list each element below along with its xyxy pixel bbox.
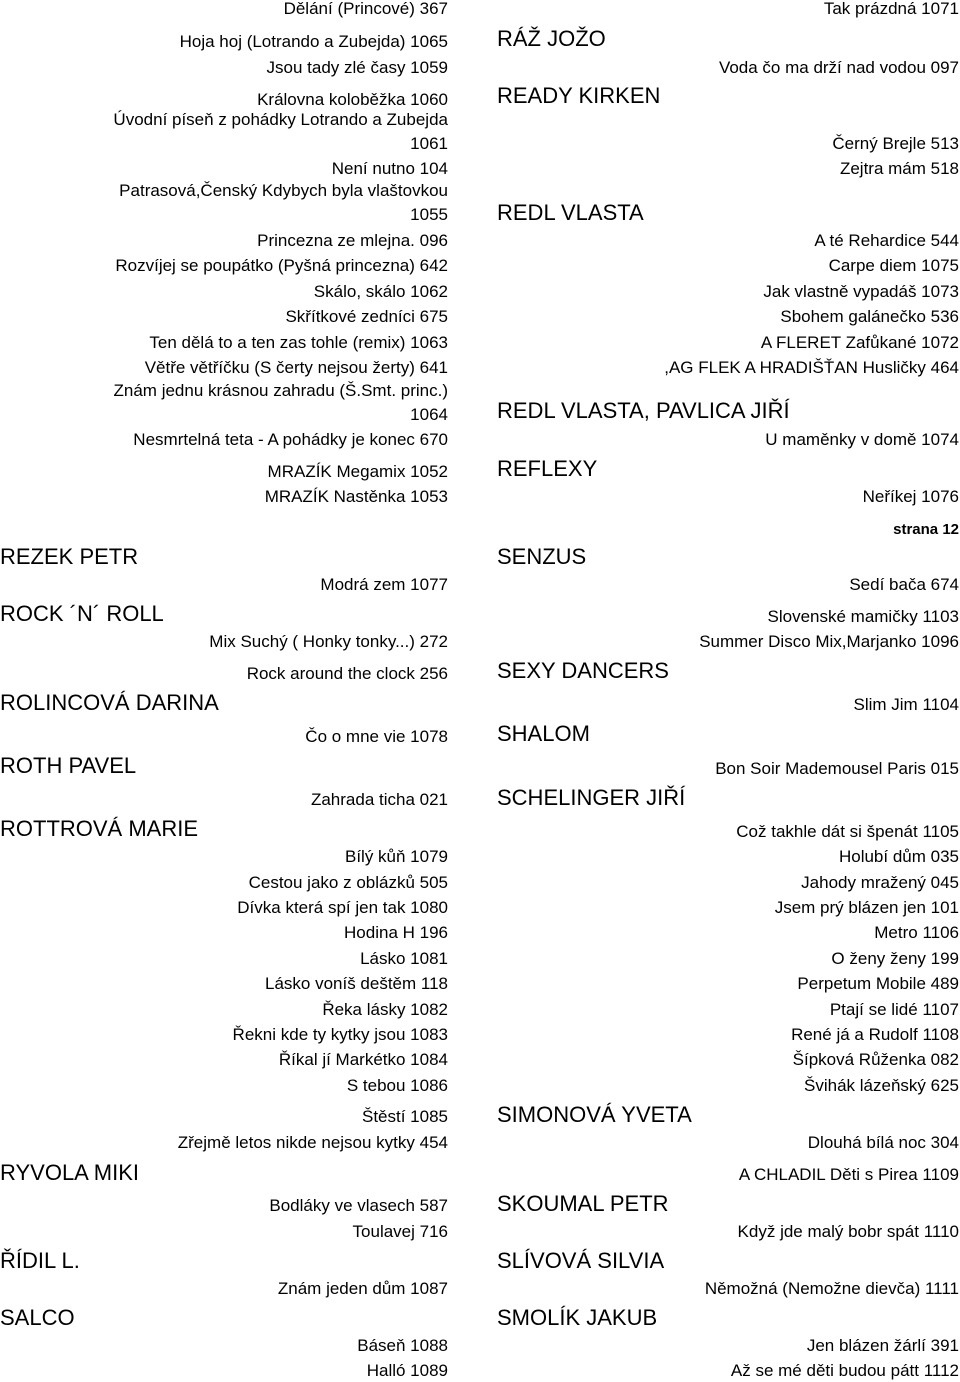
artist-heading: SCHELINGER JIŘÍ [497,785,686,810]
song-entry: Mix Suchý ( Honky tonky...) 272 [209,632,448,651]
song-entry: Halló 1089 [366,1361,448,1380]
song-entry: Dlouhá bílá noc 304 [807,1133,959,1152]
song-entry: Švihák lázeňský 625 [804,1076,959,1095]
song-entry: ,AG FLEK A HRADIŠŤAN Husličky 464 [664,358,959,377]
song-entry: Když jde malý bobr spát 1110 [737,1222,959,1241]
song-entry: MRAZÍK Megamix 1052 [267,462,448,481]
song-entry: 1064 [410,405,448,424]
song-entry: Neříkej 1076 [862,487,959,506]
song-entry: Hoja hoj (Lotrando a Zubejda) 1065 [179,32,448,51]
song-entry: 1061 [410,134,448,153]
song-entry: Zejtra mám 518 [839,159,959,178]
artist-heading: SLÍVOVÁ SILVIA [497,1248,665,1273]
song-entry: Jahody mražený 045 [801,873,959,892]
song-entry: Ten dělá to a ten zas tohle (remix) 1063 [149,333,448,352]
artist-heading: RÁŽ JOŽO [497,26,606,51]
song-entry: Větře větříčku (S čerty nejsou žerty) 641 [144,358,448,377]
page-number: strana 12 [893,521,959,538]
artist-heading: SIMONOVÁ YVETA [497,1102,692,1127]
artist-heading: SKOUMAL PETR [497,1191,669,1216]
artist-heading: ROLINCOVÁ DARINA [0,690,219,715]
song-entry: Černý Brejle 513 [832,134,959,153]
song-entry: Toulavej 716 [352,1222,448,1241]
song-entry: Metro 1106 [874,923,959,942]
song-entry: Až se mé děti budou pátt 1112 [730,1361,959,1380]
song-entry: Bílý kůň 1079 [344,847,448,866]
artist-heading: REDL VLASTA, PAVLICA JIŘÍ [497,398,790,423]
song-entry: Báseň 1088 [357,1336,448,1355]
artist-heading: REFLEXY [497,456,598,481]
song-entry: Ptají se lidé 1107 [829,1000,959,1019]
song-entry: Summer Disco Mix,Marjanko 1096 [699,632,959,651]
song-entry: Řeka lásky 1082 [322,1000,448,1019]
song-entry: Bodláky ve vlasech 587 [269,1196,448,1215]
artist-heading: SALCO [0,1305,75,1330]
song-entry: Což takhle dát si špenát 1105 [736,822,959,841]
artist-heading: SHALOM [497,721,590,746]
song-entry: Čo o mne vie 1078 [305,727,448,746]
song-entry: O ženy ženy 199 [831,949,959,968]
song-entry: Perpetum Mobile 489 [797,974,959,993]
song-entry: Skálo, skálo 1062 [313,282,448,301]
song-entry: Jak vlastně vypadáš 1073 [763,282,959,301]
song-entry: Jsem prý blázen jen 101 [774,898,959,917]
song-entry: U maměnky v domě 1074 [765,430,959,449]
song-entry: Královna koloběžka 1060 [257,90,448,109]
song-entry: Jen blázen žárlí 391 [806,1336,959,1355]
song-entry: Zřejmě letos nikde nejsou kytky 454 [177,1133,448,1152]
artist-heading: REZEK PETR [0,544,139,569]
song-entry: Sedí bača 674 [849,575,959,594]
artist-heading: READY KIRKEN [497,83,661,108]
song-entry: Zahrada ticha 021 [310,790,448,809]
song-entry: Znám jeden dům 1087 [277,1279,448,1298]
artist-heading: ROCK ´N´ ROLL [0,601,164,626]
song-entry: Rock around the clock 256 [246,664,448,683]
right-column [497,0,960,1382]
song-entry: Princezna ze mlejna. 096 [257,231,448,250]
song-entry: Lásko 1081 [360,949,448,968]
song-entry: Lásko voníš deštěm 118 [264,974,448,993]
song-entry: 1055 [410,205,448,224]
artist-heading: ROTTROVÁ MARIE [0,816,199,841]
song-entry: Modrá zem 1077 [320,575,448,594]
song-entry: A FLERET Zafůkané 1072 [760,333,959,352]
song-entry: Bon Soir Mademousel Paris 015 [715,759,959,778]
artist-heading: ROTH PAVEL [0,753,137,778]
song-entry: Rozvíjej se poupátko (Pyšná princezna) 642 [115,256,448,275]
song-entry: Patrasová,Čenský Kdybych byla vlaštovkou [119,181,448,200]
song-entry: Sbohem galánečko 536 [780,307,959,326]
song-entry: Voda čo ma drží nad vodou 097 [718,58,959,77]
left-column [0,0,450,1382]
song-entry: S tebou 1086 [346,1076,448,1095]
artist-heading: SEXY DANCERS [497,658,669,683]
song-entry: Jsou tady zlé časy 1059 [266,58,448,77]
song-entry: Skřítkové zedníci 675 [285,307,448,326]
song-entry: Slim Jim 1104 [853,695,959,714]
song-entry: Není nutno 104 [331,159,448,178]
song-entry: Úvodní píseň z pohádky Lotrando a Zubejda [113,110,448,129]
artist-heading: ŘÍDIL L. [0,1248,80,1273]
artist-heading: SMOLÍK JAKUB [497,1305,658,1330]
artist-heading: REDL VLASTA [497,200,644,225]
song-entry: Holubí dům 035 [838,847,959,866]
song-entry: Hodina H 196 [344,923,448,942]
song-entry: A té Rehardice 544 [814,231,959,250]
artist-heading: RYVOLA MIKI [0,1160,139,1185]
song-entry: Štěstí 1085 [361,1107,448,1126]
song-entry: Nesmrtelná teta - A pohádky je konec 670 [133,430,448,449]
song-entry: MRAZÍK Nastěnka 1053 [264,487,448,506]
artist-heading: SENZUS [497,544,587,569]
song-entry: Němožná (Nemožne dievča) 1111 [704,1279,959,1298]
song-entry: Tak prázdná 1071 [823,0,959,18]
song-entry: Šípková Růženka 082 [792,1050,959,1069]
song-entry: Carpe diem 1075 [828,256,959,275]
song-entry: Řekni kde ty kytky jsou 1083 [232,1025,448,1044]
song-entry: René já a Rudolf 1108 [791,1025,959,1044]
song-entry: Slovenské mamičky 1103 [767,607,959,626]
song-entry: Znám jednu krásnou zahradu (Š.Smt. princ.) [113,381,448,400]
song-entry: Říkal jí Markétko 1084 [278,1050,448,1069]
song-entry: Cestou jako z oblázků 505 [248,873,448,892]
song-entry: Dělání (Princové) 367 [283,0,448,18]
song-entry: Dívka která spí jen tak 1080 [237,898,448,917]
song-entry: A CHLADIL Děti s Pirea 1109 [738,1165,959,1184]
